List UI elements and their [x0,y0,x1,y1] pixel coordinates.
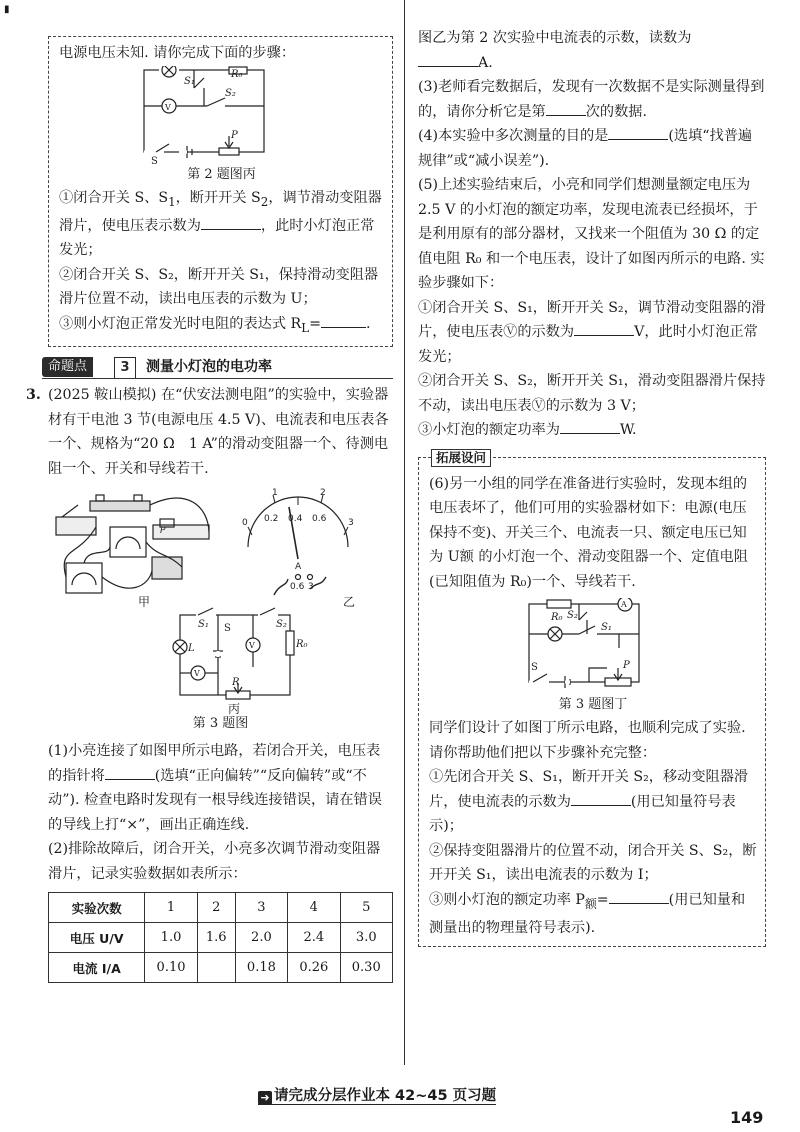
q3-part5-step1: ①闭合开关 S、S₁，断开开关 S₂，调节滑动变阻器的滑片，使电压表Ⓥ的示数为 V，此时小灯泡正常发光； [418,299,766,365]
answer-blank[interactable] [201,214,261,230]
column-divider [404,0,405,1065]
q3-part6-step3: ③则小灯泡的额定功率 $P_额=$ (用已知量和测量出的物理量符号表示). [429,888,757,941]
s1-label: S₁ [184,75,195,87]
circuit-diagram-2-bing [59,66,379,164]
table-cell: 3 [235,893,287,923]
q3-stem: 3. (2025 鞍山模拟) 在“伏安法测电阻”的实验中，实验器材有干电池 3 节(电源电压 4.5 V)、电流表和电压表各一个、规格为“20 Ω 1 A”的滑动变阻器一个、待测电阻一个、开关和导线若干. [26,383,393,481]
voltmeter-label: V [165,102,171,112]
meter-tick-2: 2 [320,488,326,499]
data-table [48,892,393,983]
q3-part4: (4)本实验中多次测量的目的是 (选填“找普遍规律”或“减小误差”). [418,124,766,173]
figure-3-apparatus [48,487,393,607]
meter-tick-0: 0 [242,518,248,529]
figure-label-yi: 乙 [343,595,356,608]
circuit-diagram-3-ding [429,598,759,694]
apparatus-slider-label: P [160,526,166,537]
table-cell: 2 [197,893,235,923]
ding-r0-label: R₀ [551,612,563,623]
table-cell: 0.18 [235,953,287,983]
table-cell[interactable] [197,953,235,983]
section-header [42,357,393,379]
table-cell: 0.30 [340,953,392,983]
q2-step3: ③则小灯泡正常发光时电阻的表达式 $R_L=$ . [59,312,384,340]
q3-part3: (3)老师看完数据后，发现有一次数据不是实际测量得到的，请你分析它是第 次的数据. [418,79,765,120]
answer-blank[interactable] [571,790,631,806]
table-cell: 3.0 [340,923,392,953]
bing-l-label: L [188,643,195,655]
figure-label-bing: 丙 [228,702,241,717]
figure-ding-caption: 第 3 题图丁 [558,697,628,712]
q3-part6-intro: 同学们设计了如图丁所示电路，也顺利完成了实验. 请你帮助他们把以下步骤补充完整： [429,720,746,761]
meter-tick-3: 3 [348,518,354,529]
table-cell: 5 [340,893,392,923]
footer-homework-note [258,1084,496,1105]
table-cell: 实验次数 [49,893,145,923]
table-cell: 电流 I/A [49,953,145,983]
question-2-continuation-box [48,36,393,347]
table-cell: 电压 U/V [49,923,145,953]
section-tag: 命题点 [42,357,93,377]
q3-part5: (5)上述实验结束后，小亮和同学们想测量额定电压为 2.5 V 的小灯泡的额定功率，发现电流表已经损坏，于是利用原有的部分器材，又找来一个阻值为 30 Ω 的定值电阻 R₀ 和一个电压表，设计了如图丙所示的电路. 实验步骤如下： [418,177,765,291]
meter-unit-label: A [295,562,302,573]
table-row [49,893,393,923]
q3-part2: (2)排除故障后，闭合开关，小亮多次调节滑动变阻器滑片，记录实验数据如表所示： [48,841,381,882]
answer-blank[interactable] [560,418,620,434]
table-cell: 1 [145,893,197,923]
q2-step1: ①闭合开关 S、$S_1$，断开开关 $S_2$，调节滑动变阻器滑片，使电压表示数为 ，此时小灯泡正常发光； [59,189,382,259]
q2-intro: 电源电压未知. 请你完成下面的步骤： [59,45,296,61]
q3-part1: (1)小亮连接了如图甲所示电路，若闭合开关，电压表的指针将 (选填“正向偏转”“反向偏转”或“不动”). 检查电路时发现有一根导线连接错误，请在错误的导线上打“×”，画出正确连线. [48,743,382,833]
page-number: 149 [730,1108,764,1127]
table-row [49,923,393,953]
extension-box [418,449,766,948]
figure-label-jia: 甲 [138,595,151,608]
q3-part2-cont: 图乙为第 2 次实验中电流表的示数，读数为 A. [418,30,692,71]
table-cell: 2.4 [288,923,340,953]
s2-label: S₂ [225,87,236,99]
ding-ammeter-label: A [621,600,627,609]
answer-blank[interactable] [105,764,155,780]
answer-blank[interactable] [418,51,478,67]
footer-underline [258,1104,496,1105]
q3-part6-step1: ①先闭合开关 S、S₁，断开开关 S₂，移动变阻器滑片，使电流表的示数为 (用已知量符号表示)； [429,769,749,834]
table-cell: 0.10 [145,953,197,983]
figure-2-caption: 第 2 题图丙 [187,166,256,182]
answer-blank[interactable] [608,124,668,140]
meter-tick-0-4: 0.4 [288,514,303,525]
bing-r0-label: R₀ [296,639,308,651]
section-number: 3 [114,357,136,379]
slider-p-label: P [231,129,238,141]
bing-s1-label: S₁ [198,619,209,631]
right-column [418,26,766,947]
left-column [26,0,393,983]
q3-part5-step3: ③小灯泡的额定功率为 W. [418,418,766,443]
table-cell: 2.0 [235,923,287,953]
table-cell: 4 [288,893,340,923]
bing-v1-label: V [249,641,255,651]
terminal-label-3: 3 [308,582,314,593]
ding-s1-label: S₁ [601,622,612,633]
ding-s2-label: S₂ [567,610,578,621]
q3-part6-step2: ②保持变阻器滑片的位置不动，闭合开关 S、S₂，断开开关 S₁，读出电流表的示数为 I； [429,842,757,883]
bing-s-label: S [224,623,231,635]
extension-tag: 拓展设问 [431,449,491,467]
answer-blank[interactable] [574,320,634,336]
table-row [49,953,393,983]
circuit-diagram-3-bing [48,607,393,717]
answer-blank[interactable] [321,312,366,328]
meter-tick-0-2: 0.2 [264,514,279,525]
section-underline [42,378,393,379]
table-cell: 0.26 [288,953,340,983]
q3-part5-step2: ②闭合开关 S、S₂，断开开关 S₁，滑动变阻器滑片保持不动，读出电压表Ⓥ的示数为 3 V； [418,373,766,414]
bing-s2-label: S₂ [276,619,287,631]
arrow-icon: ➜ [258,1091,272,1105]
meter-tick-1: 1 [272,488,278,499]
table-cell: 1.0 [145,923,197,953]
terminal-label-0-6: 0.6 [290,582,305,593]
answer-blank[interactable] [546,100,586,116]
bing-r-label: R [232,677,240,689]
r0-label: R₀ [231,68,243,80]
ding-s-label: S [531,662,538,673]
s-label: S [151,155,158,164]
ding-p-label: P [623,660,630,671]
q3-part6: (6)另一小组的同学在准备进行实验时，发现本组的电压表坏了，他们可用的实验器材如下：电源(电压保持不变)、开关三个、电流表一只、额定电压已知为 U额 的小灯泡一个、滑动变阻器一个、定值电阻(已知阻值为 R₀)一个、导线若干. [429,475,748,590]
figure-3-caption: 第 3 题图 [192,716,249,732]
section-title: 测量小灯泡的电功率 [146,359,272,376]
bing-v2-label: V [194,669,200,679]
q2-step2: ②闭合开关 S、S₂，断开开关 S₁，保持滑动变阻器滑片位置不动，读出电压表的示数为 U； [59,266,379,308]
corner-mark: ▮ [4,4,10,15]
footer-text: 请完成分层作业本 42~45 页习题 [274,1088,497,1104]
meter-tick-0-6: 0.6 [312,514,327,525]
table-cell: 1.6 [197,923,235,953]
question-number: 3. [26,387,41,404]
answer-blank[interactable] [609,888,669,904]
